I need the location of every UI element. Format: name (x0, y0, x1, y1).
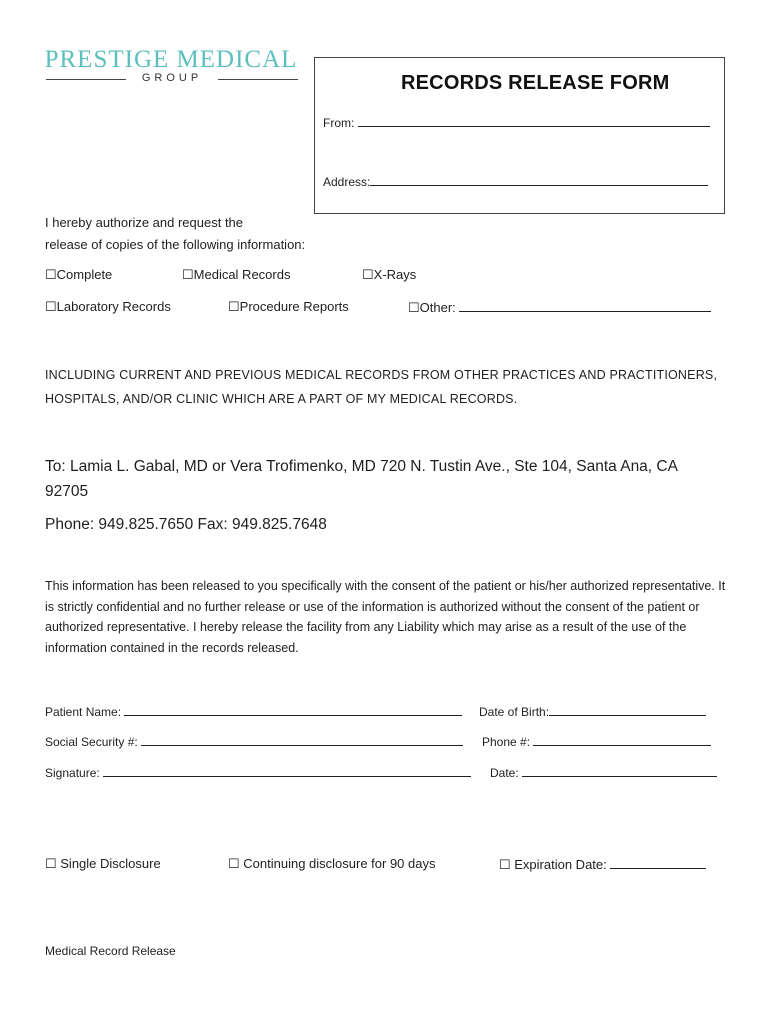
date-line (522, 764, 717, 777)
checkbox-other[interactable] (408, 299, 711, 316)
date-label: Date: (490, 766, 519, 780)
signature-field[interactable] (45, 764, 471, 780)
address-label: Address: (323, 175, 371, 189)
logo-rule-right (218, 79, 298, 80)
other-line (459, 299, 711, 312)
from-field[interactable] (323, 114, 710, 130)
checkbox-continuing-disclosure[interactable]: ☐ Continuing disclosure for 90 days (228, 856, 436, 871)
logo-subtitle: GROUP (141, 72, 203, 84)
logo-rule-left (46, 79, 126, 80)
from-label: From: (323, 116, 355, 130)
signature-line (103, 764, 471, 777)
including-line-1: INCLUDING CURRENT AND PREVIOUS MEDICAL RECORDS FROM OTHER PRACTICES AND PRACTITIONERS, (45, 368, 718, 382)
authorize-line-2: release of copies of the following information: (45, 237, 306, 252)
checkbox-laboratory-records[interactable]: ☐Laboratory Records (45, 299, 171, 314)
phone-label: Phone #: (482, 735, 531, 749)
including-line-2: HOSPITALS, AND/OR CLINIC WHICH ARE A PART OF MY MEDICAL RECORDS. (45, 392, 518, 406)
phone-line (533, 733, 711, 746)
authorize-line-1: I hereby authorize and request the (45, 215, 244, 230)
dob-line (549, 703, 706, 716)
checkbox-expiration-date[interactable] (499, 856, 706, 873)
phone-field[interactable] (482, 733, 711, 749)
recipient-phone-fax: Phone: 949.825.7650 Fax: 949.825.7648 (45, 516, 327, 533)
ssn-line (141, 733, 463, 746)
recipient-address-line-2: 92705 (45, 483, 89, 500)
checkbox-medical-records[interactable]: ☐Medical Records (182, 267, 291, 282)
ssn-field[interactable] (45, 733, 463, 749)
dob-label: Date of Birth: (479, 705, 550, 719)
expiration-line (610, 856, 706, 869)
logo-name: PRESTIGE MEDICAL (44, 46, 298, 73)
confidentiality-notice: This information has been released to you specifically with the consent of the patient or his/her authorized representative. It is strictly confidential and no further release or use of the information is authorized without the consent of the patient or authorized representative. I hereby release the facility from any Liability which may arise as a result of the use of the information contained in the records released. (45, 579, 726, 655)
patient-name-field[interactable] (45, 703, 462, 719)
address-line (370, 173, 708, 186)
checkbox-complete[interactable]: ☐Complete (45, 267, 113, 282)
checkbox-single-disclosure[interactable]: ☐ Single Disclosure (45, 856, 161, 871)
checkbox-procedure-reports[interactable]: ☐Procedure Reports (228, 299, 349, 314)
date-field[interactable] (490, 764, 717, 780)
patient-name-line (124, 703, 462, 716)
recipient-address-line-1: To: Lamia L. Gabal, MD or Vera Trofimenko, MD 720 N. Tustin Ave., Ste 104, Santa Ana, CA (45, 458, 678, 475)
dob-field[interactable] (479, 703, 706, 719)
other-label: ☐Other: (408, 300, 456, 315)
signature-label: Signature: (45, 766, 100, 780)
form-title: RECORDS RELEASE FORM (401, 72, 670, 94)
expiration-label: ☐ Expiration Date: (499, 857, 607, 872)
patient-name-label: Patient Name: (45, 705, 122, 719)
from-line (358, 114, 710, 127)
address-field[interactable] (323, 173, 708, 189)
ssn-label: Social Security #: (45, 735, 138, 749)
page-footer: Medical Record Release (45, 944, 176, 958)
checkbox-xrays[interactable]: ☐X-Rays (362, 267, 417, 282)
